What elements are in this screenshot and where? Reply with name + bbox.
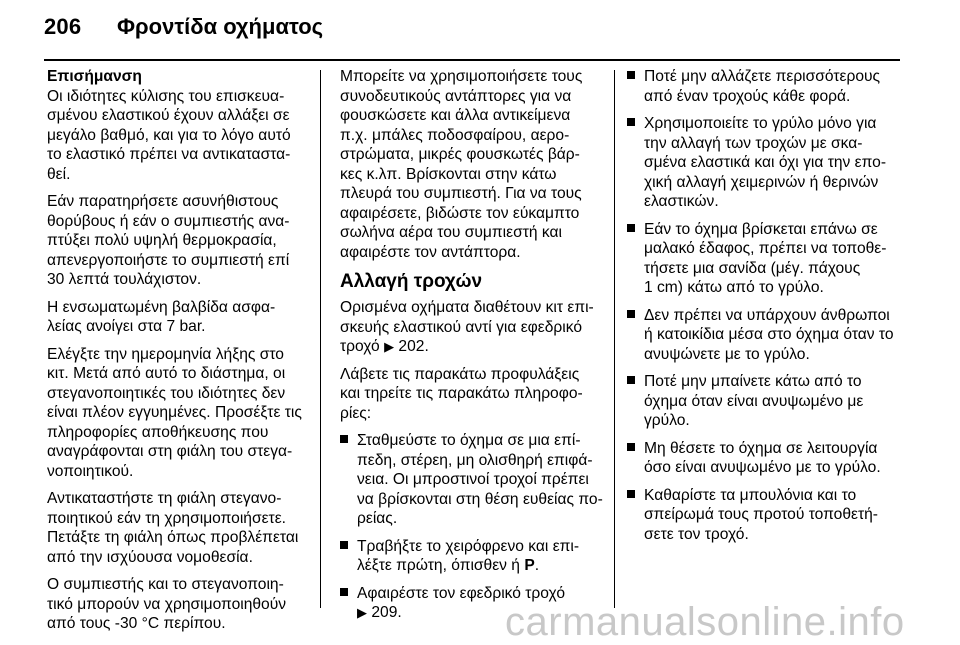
paragraph [47,298,305,337]
text-line: και τηρείτε τις παρακάτω πληροφο- [340,385,583,402]
text-line: Σταθμεύστε το όχημα σε μια επί- [357,432,581,449]
text-fragment: λέξτε πρώτη, όπισθεν ή [357,557,520,574]
text-line: Ο συμπιεστής και το στεγανοποιη- [47,576,284,593]
bullet-square-icon [627,71,635,79]
text-line: πλευρά του συμπιεστή. Για να τους [340,185,582,202]
page-reference[interactable]: 209. [371,604,402,621]
notice-line: το ελαστικό πρέπει να αντικαταστα- [47,146,291,163]
text-fragment: τροχό [340,338,380,355]
text-line: κες κ.λπ. Βρίσκονται στην κάτω [340,165,557,183]
bullet-list [627,67,905,544]
notice-block [47,67,305,184]
paragraph [47,489,305,567]
text-line: πεδη, στέρεη, μη ολισθηρή επιφά- [357,451,593,469]
page-title: Φροντίδα οχήματος [117,14,324,39]
text-line: 30 λεπτά τουλάχιστον. [47,271,202,288]
text-line: ρείας. [357,510,398,527]
text-line: σκευής ελαστικού αντί για εφεδρικό [340,318,583,336]
paragraph [47,192,305,290]
text-line: μαλακό έδαφος, πρέπει να τοποθε- [644,240,887,257]
text-line: ανυψώνετε με το γρύλο. [644,345,810,363]
bullet-square-icon [340,588,348,596]
paragraph [47,345,305,482]
column-divider-2 [614,70,615,608]
list-item [627,486,905,545]
page-number: 206 [44,14,82,39]
text-line: πληροφορίες αποθήκευσης που [47,423,269,441]
list-item [627,439,905,478]
text-line: λείας ανοίγει στα 7 bar. [47,318,206,335]
list-item [340,431,602,529]
text-line: στρώματα, μικρές φουσκωτές βάρ- [340,146,580,163]
text-line: από τους -30 °C περίπου. [47,615,226,632]
text-line [357,556,602,576]
text-line: Εάν παρατηρήσετε ασυνήθιστους [47,193,279,210]
text-line: είναι πλέον εγγυημένες. Προσέξτε τις [47,404,302,421]
section-heading: Αλλαγή τροχών [340,271,483,292]
text-line: Αντικαταστήστε τη φιάλη στεγανο- [47,490,282,507]
text-line [340,337,602,357]
text-line: Καθαρίστε τα μπουλόνια και το [644,486,857,504]
text-line: θορύβους ή εάν ο συμπιεστής ανα- [47,212,290,230]
text-line: τικό μπορούν να χρησιμοποιηθούν [47,595,287,613]
text-line: Χρησιμοποιείτε το γρύλο μόνο για [644,115,877,132]
paragraph [340,365,602,424]
text-line: σμένα ελαστικά και όχι για την επο- [644,154,887,171]
gear-p-label: P [524,557,535,574]
bullet-square-icon [627,310,635,318]
bullet-square-icon [340,541,348,549]
text-line: Ποτέ μην αλλάζετε περισσότερους [644,68,881,85]
text-line: Πετάξτε τη φιάλη όπως προβλέπεται [47,529,299,546]
notice-line: Οι ιδιότητες κύλισης του επισκευα- [47,87,285,105]
notice-line: θεί. [47,165,71,183]
text-line: Λάβετε τις παρακάτω προφυλάξεις [340,365,580,383]
text-line: σωλήνα αέρα του συμπιεστή και [340,224,562,241]
bullet-list [340,431,602,623]
text-line: συνοδευτικούς αντάπτορες για να [340,87,572,105]
text-line: γρύλο. [644,412,690,429]
text-line: την αλλαγή των τροχών με σκα- [644,134,863,152]
list-item [627,67,905,106]
text-line: Εάν το όχημα βρίσκεται επάνω σε [644,220,878,238]
text-fragment: . [534,557,540,574]
list-item [627,306,905,365]
watermark: carmanualsonline.info [505,600,905,644]
text-line: φουσκώσετε και άλλα αντικείμενα [340,107,571,124]
text-line: νεια. Οι μπροστινοί τροχοί πρέπει [357,471,589,488]
text-line: σετε τον τροχό. [644,525,749,543]
text-line: ποιητικού εάν τη χρησιμοποιήσετε. [47,509,286,527]
text-line: στεγανοποιητικές του ιδιότητες δεν [47,384,286,402]
text-line: ελαστικών. [644,193,719,210]
text-line: π.χ. μπάλες ποδοσφαίρου, αερο- [340,126,570,144]
list-item [627,114,905,212]
arrow-reference-icon: ▶ [384,339,395,354]
paragraph [340,67,602,262]
column-3 [627,67,905,552]
arrow-reference-icon: ▶ [357,605,367,620]
notice-label: Επισήμανση [47,68,142,85]
text-line: πτύξει πολύ υψηλή θερμοκρασία, [47,232,277,249]
text-line: αφαιρέστε τον αντάπτορα. [340,243,521,261]
list-item [340,537,602,576]
text-line: 1 cm) κάτω από το γρύλο. [644,279,824,296]
text-line: αναγράφονται στη φιάλη του στεγα- [47,443,293,460]
bullet-square-icon [627,224,635,232]
text-line: Τραβήξτε το χειρόφρενο και επι- [357,537,580,555]
bullet-square-icon [627,376,635,384]
column-2 [340,67,602,631]
list-item [627,372,905,431]
text-line: Ποτέ μην μπαίνετε κάτω από το [644,373,862,390]
text-line: όχημα όταν είναι ανυψωμένο με [644,392,864,410]
bullet-square-icon [627,490,635,498]
bullet-square-icon [627,118,635,126]
text-line: Ελέγξτε την ημερομηνία λήξης στο [47,345,284,363]
paragraph [340,298,602,357]
notice-line: μεγάλο βαθμό, και για το λόγο αυτό [47,126,291,144]
text-line: χική αλλαγή χειμερινών ή θερινών [644,173,879,191]
text-line: ρίες: [340,404,372,422]
column-divider-1 [320,70,321,608]
text-line: αφαιρέσετε, βιδώστε τον εύκαμπτο [340,204,580,222]
header-rule [44,59,900,61]
bullet-square-icon [627,443,635,451]
text-line: απενεργοποιήστε το συμπιεστή επί [47,251,290,269]
text-line: σπείρωμά τους προτού τοποθετή- [644,506,878,523]
text-line: Η ενσωματωμένη βαλβίδα ασφα- [47,298,276,316]
text-line: Μη θέσετε το όχημα σε λειτουργία [644,439,878,457]
text-line: Δεν πρέπει να υπάρχουν άνθρωποι [644,306,890,324]
text-line: τήσετε μια σανίδα (μέγ. πάχους [644,259,861,277]
bullet-square-icon [340,435,348,443]
text-line: κιτ. Μετά από αυτό το διάστημα, οι [47,365,286,382]
column-1 [47,67,305,642]
text-line: από έναν τροχούς κάθε φορά. [644,87,851,105]
text-line: ή κατοικίδια μέσα στο όχημα όταν το [644,326,894,343]
text-line: Αφαιρέστε τον εφεδρικό τροχό [357,584,565,602]
paragraph [47,575,305,634]
text-line: όσο είναι ανυψωμένο με το γρύλο. [644,459,881,476]
text-line: από την ισχύουσα νομοθεσία. [47,548,253,566]
text-line: Ορισμένα οχήματα διαθέτουν κιτ επι- [340,299,594,316]
text-line: να βρίσκονται στη θέση ευθείας πο- [357,490,603,508]
text-line: νοποιητικού. [47,462,134,480]
list-item [627,220,905,298]
page-reference[interactable]: 202. [398,338,429,355]
notice-line: σμένου ελαστικού έχουν αλλάξει σε [47,107,290,124]
text-line: Μπορείτε να χρησιμοποιήσετε τους [340,68,583,85]
